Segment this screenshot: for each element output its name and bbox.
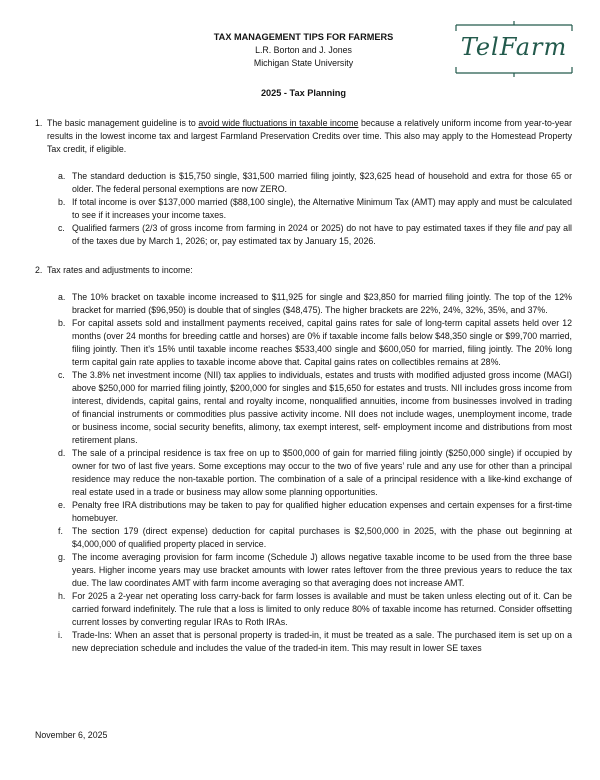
list-item-2c — [35, 369, 572, 447]
item-marker: f. — [58, 526, 63, 536]
item-text: Trade-Ins: When an asset that is personal property is traded-in, it must be treated as a sale. The purchased item is set up on a new depreciation schedule and includes the value of the traded-in item. This may result in lower SE taxes — [72, 630, 572, 653]
item-text — [47, 117, 572, 156]
text-segment: Qualified farmers (2/3 of gross income from farming in 2024 or 2025) do not have to pay estimated taxes if they file — [72, 223, 529, 233]
item-text: The section 179 (direct expense) deduction for capital purchases is $2,500,000 in 2025, with the phase out beginning at $4,000,000 of qualified property placed in service. — [72, 526, 572, 549]
item-text: If total income is over $137,000 married ($88,100 single), the Alternative Minimum Tax (AMT) may apply and must be calculated to see if it increases your income taxes. — [72, 197, 572, 220]
text-segment: pay all of the taxes due by March 1, 2026; or, pay estimated tax by January 15, 2026. — [72, 223, 572, 246]
text-segment: because a relatively uniform income from year-to-year results in the lowest income tax and largest Farmland Preservation Credits over time. This also may apply to the Homestead Property Tax credit, if eligible. — [47, 118, 572, 154]
item-text: Penalty free IRA distributions may be taken to pay for qualified higher education expenses and certain expenses for a first-time homebuyer. — [72, 500, 572, 523]
item-marker: 1. — [35, 118, 43, 128]
doc-affiliation: Michigan State University — [253, 58, 354, 68]
item-text: Tax rates and adjustments to income: — [47, 265, 193, 275]
italic-word: and — [528, 223, 544, 233]
item-marker: 2. — [35, 265, 43, 275]
list-item-2d — [35, 447, 572, 499]
item-text: The standard deduction is $15,750 single, $31,500 married filing jointly, $23,625 head of household and extra for those 65 or older. The federal personal exemptions are now ZERO. — [72, 171, 572, 194]
list-item-2i — [35, 629, 572, 655]
item-marker: b. — [58, 318, 66, 328]
telfarm-logo — [454, 17, 574, 81]
list-item-2h — [35, 590, 572, 629]
item-marker: b. — [58, 197, 66, 207]
underlined-phrase: avoid wide fluctuations in taxable income — [198, 118, 359, 128]
item-marker: g. — [58, 552, 66, 562]
item-text: For capital assets sold and installment payments received, capital gains rates for sale of long-term capital assets held over 12 months (over 24 months for breeding cattle and horses) are 0% if taxable income falls below $48,350 single or $99,700 married, filing jointly. Then it’s 15% until taxable income reaches $533,400 single and $600,050 for married, filing jointly. The 20% long term capital gain rate applies to taxable income above that. Capital gains rates on collectibles remains at 28%. — [72, 318, 572, 367]
list-item-2 — [35, 264, 572, 277]
doc-subtitle: 2025 - Tax Planning — [260, 88, 347, 98]
doc-title: TAX MANAGEMENT TIPS FOR FARMERS — [213, 32, 394, 42]
item-marker: h. — [58, 591, 66, 601]
item-marker: e. — [58, 500, 66, 510]
doc-authors: L.R. Borton and J. Jones — [255, 45, 352, 55]
list-item-2f — [35, 525, 572, 551]
list-item-1a — [35, 170, 572, 196]
list-item-2g — [35, 551, 572, 590]
list-item-2a — [35, 291, 572, 317]
list-item-1 — [35, 117, 572, 156]
item-marker: c. — [58, 223, 65, 233]
list-item-2e — [35, 499, 572, 525]
item-marker: a. — [58, 171, 66, 181]
item-marker: c. — [58, 370, 65, 380]
item-text: The sale of a principal residence is tax free on up to $500,000 of gain for married filing jointly ($250,000 single) if occupied by owner for two of last five years. Some exceptions may occur to the two of five years’ rule and any use for other than a principal residence may reduce the non-taxable portion. The combination of a sale of a principal residence with a like-kind exchange of real estate used in a trade or business may allow some planning opportunities. — [72, 448, 572, 497]
item-text — [72, 222, 572, 248]
item-text: The 10% bracket on taxable income increased to $11,925 for single and $23,850 for married filing jointly. The top of the 12% bracket for married ($96,950) is double that of singles ($48,475). The higher brackets are 22%, 24%, 32%, 35%, and 37%. — [72, 292, 572, 315]
text-segment: The basic management guideline is to — [47, 118, 199, 128]
item-marker: i. — [58, 630, 63, 640]
list-item-1b — [35, 196, 572, 222]
item-text: For 2025 a 2-year net operating loss carry-back for farm losses is available and must be taken unless electing out of it. Can be carried forward indefinitely. The rule that a loss is limited to only reduce 80% of taxable income has returned. Consider offsetting current losses by converting regular IRAs to Roth IRAs. — [72, 591, 572, 627]
list-item-1c — [35, 222, 572, 248]
logo-text: TelFarm — [460, 33, 568, 61]
item-text: The income averaging provision for farm income (Schedule J) allows negative taxable income to be used from the three base years. Higher income years may use bracket amounts with lower rates leftover from the three previous years to reduce the tax due. The law coordinates AMT with farm income averaging so that averaging does not increase AMT. — [72, 552, 572, 588]
item-marker: d. — [58, 448, 66, 458]
item-text: The 3.8% net investment income (NII) tax applies to individuals, estates and trusts with modified adjusted gross income (MAGI) above $250,000 for married filing jointly, $200,000 for singles and $15,650 for estates and trusts. NII includes gross income from interest, dividends, capital gains, rental and royalty income, nonqualified annuities, income from businesses involved in trading of financial instruments or commodities plus passive activity income. NII does not include wages, unemployment income, trade or business income, social security benefits, alimony, tax exempt interest, self- employment income and distributions from most retirement plans. — [72, 370, 572, 445]
list-item-2b — [35, 317, 572, 369]
item-marker: a. — [58, 292, 66, 302]
doc-date: November 6, 2025 — [35, 730, 108, 740]
